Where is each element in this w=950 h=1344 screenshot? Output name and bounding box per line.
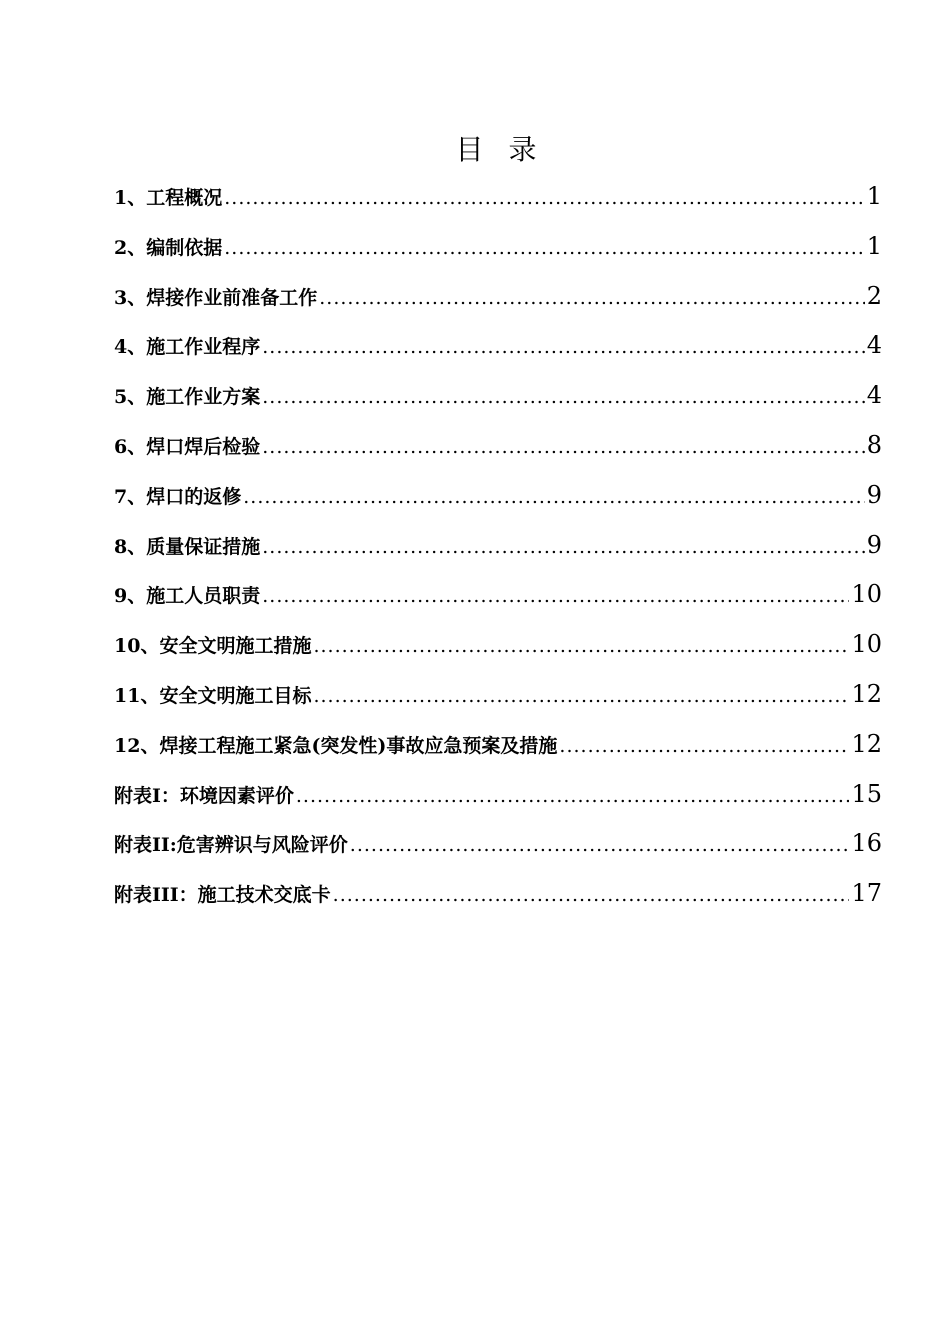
toc-entry-label: 3、焊接作业前准备工作 (114, 286, 318, 309)
toc-dot-leader (313, 672, 849, 722)
toc-dot-leader (262, 373, 864, 423)
toc-list (114, 172, 882, 919)
toc-entry[interactable] (114, 421, 882, 471)
toc-entry-label: 5、施工作业方案 (114, 386, 261, 409)
toc-entry[interactable] (114, 321, 882, 371)
toc-entry-label: 附表II:危害辨识与风险评价 (114, 834, 348, 857)
toc-dot-leader (262, 523, 864, 573)
toc-entry-page: 4 (866, 381, 882, 410)
toc-entry-page: 12 (851, 679, 882, 708)
toc-entry-label: 附表I：环境因素评价 (114, 784, 294, 807)
toc-entry[interactable] (114, 371, 882, 421)
toc-entry-label: 7、焊口的返修 (114, 485, 242, 508)
toc-dot-leader (319, 274, 864, 324)
toc-entry[interactable] (114, 172, 882, 222)
toc-dot-leader (333, 871, 850, 921)
toc-dot-leader (559, 722, 849, 772)
toc-entry-page: 16 (851, 829, 882, 858)
toc-entry-label: 11、安全文明施工目标 (114, 684, 312, 707)
toc-entry-label: 6、焊口焊后检验 (114, 435, 261, 458)
toc-entry[interactable] (114, 222, 882, 272)
toc-entry[interactable] (114, 570, 882, 620)
toc-entry-page: 8 (866, 430, 882, 459)
toc-title: 目 录 (455, 133, 545, 166)
toc-entry[interactable] (114, 272, 882, 322)
toc-entry-page: 4 (866, 331, 882, 360)
toc-entry-page: 2 (866, 281, 882, 310)
toc-entry-page: 10 (851, 580, 882, 609)
toc-dot-leader (262, 323, 864, 373)
toc-entry-page: 9 (866, 480, 882, 509)
toc-entry-label: 2、编制依据 (114, 236, 223, 259)
toc-entry[interactable] (114, 521, 882, 571)
toc-dot-leader (262, 423, 864, 473)
toc-entry-label: 1、工程概况 (114, 187, 223, 209)
toc-entry[interactable] (114, 670, 882, 720)
toc-dot-leader (224, 174, 864, 224)
toc-dot-leader (296, 772, 850, 822)
toc-dot-leader (243, 473, 864, 523)
toc-entry[interactable] (114, 471, 882, 521)
toc-entry[interactable] (114, 819, 882, 869)
toc-entry[interactable] (114, 620, 882, 670)
toc-entry-page: 1 (866, 182, 882, 210)
toc-entry[interactable] (114, 720, 882, 770)
toc-dot-leader (313, 622, 849, 672)
toc-entry-page: 10 (851, 630, 882, 659)
toc-dot-leader (224, 224, 864, 274)
toc-entry-label: 4、施工作业程序 (114, 336, 261, 359)
toc-entry-label: 8、质量保证措施 (114, 535, 261, 558)
toc-entry-page: 9 (866, 530, 882, 559)
toc-entry-page: 15 (851, 779, 882, 808)
toc-entry-page: 17 (851, 879, 882, 908)
toc-entry-label: 12、焊接工程施工紧急(突发性)事故应急预案及措施 (114, 734, 558, 757)
toc-entry-label: 附表III：施工技术交底卡 (114, 884, 331, 907)
toc-entry[interactable] (114, 770, 882, 820)
toc-entry[interactable] (114, 869, 882, 919)
toc-dot-leader (262, 572, 849, 622)
toc-dot-leader (350, 821, 850, 871)
toc-entry-page: 12 (851, 729, 882, 758)
toc-entry-label: 9、施工人员职责 (114, 585, 261, 608)
toc-entry-page: 1 (866, 231, 882, 260)
toc-entry-label: 10、安全文明施工措施 (114, 635, 312, 658)
